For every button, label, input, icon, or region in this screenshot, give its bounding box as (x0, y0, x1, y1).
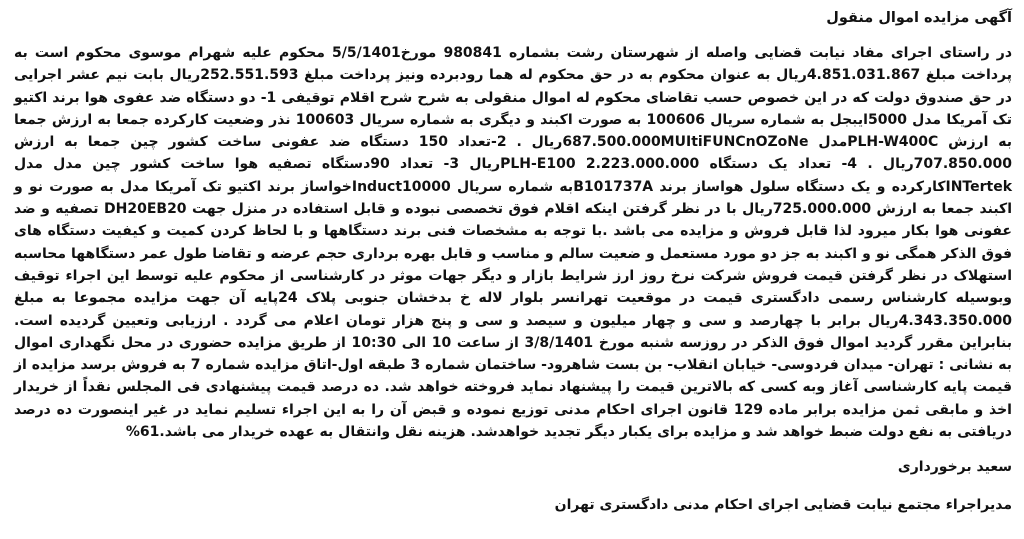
notice-title: آگهی مزایده اموال منقول (826, 10, 1012, 26)
issuing-office: مدیراجراء مجتمع نیابت قضایی اجرای احکام مدنی دادگستری تهران (554, 497, 1012, 514)
signer-name: سعید برخورداری (897, 459, 1012, 476)
auction-notice (14, 8, 1012, 515)
notice-body: در راستای اجرای مفاد نیابت قضایی واصله از شهرستان رشت بشماره 980841 مورخ5/5/1401 محکوم علیه شهرام موسوی محکوم است به پرداخت مبلغ 4.851.031.867ریال به عنوان محکوم به در حق محکوم له هما رودبرده ونیز پرداخت مبلغ 252.551.593ریال بابت نیم عشر اجرایی در حق صندوق دولت که در این خصوص حسب تقاضای محکوم له اموال منقولی به شرح شرح اقلام توقیفی 1- دو دستگاه ضد عفوی هوا برند اکتیو تک آمریکا مدل 5000ایبجل به شماره سریال 100606 به صورت اکبند و دیگری به شماره سریال 100603 نذر وضعیت کارکرده جمعا به ارزش جمعا به ارزش PLH-W400Cمدل 687.500.000MUItiFUNCnOZoNeریال . 2-تعداد 150 دستگاه ضد عفونی ساخت کشور چین جمعا به ارزش 707.850.000ریال . 4- تعداد یک دستگاه PLH-E100 2.223.000.000ریال 3- تعداد 90دستگاه تصفیه هوا ساخت کشور چین مدل مدل INTertekکارکرده و یک دستگاه سلول هواساز برند B101737Aبه شماره سریال Induct10000خواساز برند اکتیو تک آمریکا مدل به صورت نو و اکبند جمعا به ارزش 725.000.000ریال با در نظر گرفتن اینکه اقلام فوق تخصصی نبوده و قابل استفاده در منزل جهت DH20EB20 تصفیه و ضد عفونی هوا بکار میرود لذا قابل فروش و مزایده می باشد .با توجه به مشخصات فنی برند دستگاهها و با لحاظ کردن کمیت و کیفیت دستگاه های فوق الذکر همگی نو و اکبند به جز دو مورد مستعمل و ضعیت سالم و مناسب و قابل بهره برداری حجم عرضه و تقاضا طول عمر دستگاهها محاسبه استهلاک در نظر گرفتن قیمت فروش شرکت نرخ روز ارز شرایط بازار و دیگر جهات موثر در کارشناسی از محکوم علیه توسط این اجراء توقیف وبوسیله کارشناس رسمی دادگستری قیمت در موقعیت تهرانسر بلوار لاله خ بدخشان جنوبی پلاک 24پایه آن جهت مزایده مجموعا به مبلغ 4.343.350.000ریال برابر با چهارصد و سی و چهار میلیون و سیصد و سی و پنج هزار تومان اعلام می گردد . ارزیابی وتعیین گردیده است. بنابراین مقرر گردید اموال فوق الذکر در روزسه شنبه مورخ 3/8/1401 از ساعت 10 الی 10:30 از طریق مزایده حضوری در محل نگهداری اموال به نشانی : تهران- میدان فردوسی- خیابان انقلاب- بن بست شاهرود- ساختمان شماره 3 طبقه اول-اتاق مزایده شماره 7 به فروش برسد مزایده از قیمت پایه کارشناسی آغاز وبه کسی که بالاترین قیمت را پیشنهاد نماید فروخته خواهد شد. ده درصد قیمت پیشنهادی فی المجلس نقداً از خریدار اخذ و مابقی ثمن مزایده برابر ماده 129 قانون اجرای احکام مدنی توزیع نموده و قبض آن را به این اجراء تسلیم نماید در غیر اینصورت ده درصد دریافتی به نفع دولت ضبط خواهد شد و مزایده برای یکبار دیگر تجدید خواهدشد. هزینه نقل وانتقال به عهده خریدار می باشد.61% (14, 45, 1013, 441)
